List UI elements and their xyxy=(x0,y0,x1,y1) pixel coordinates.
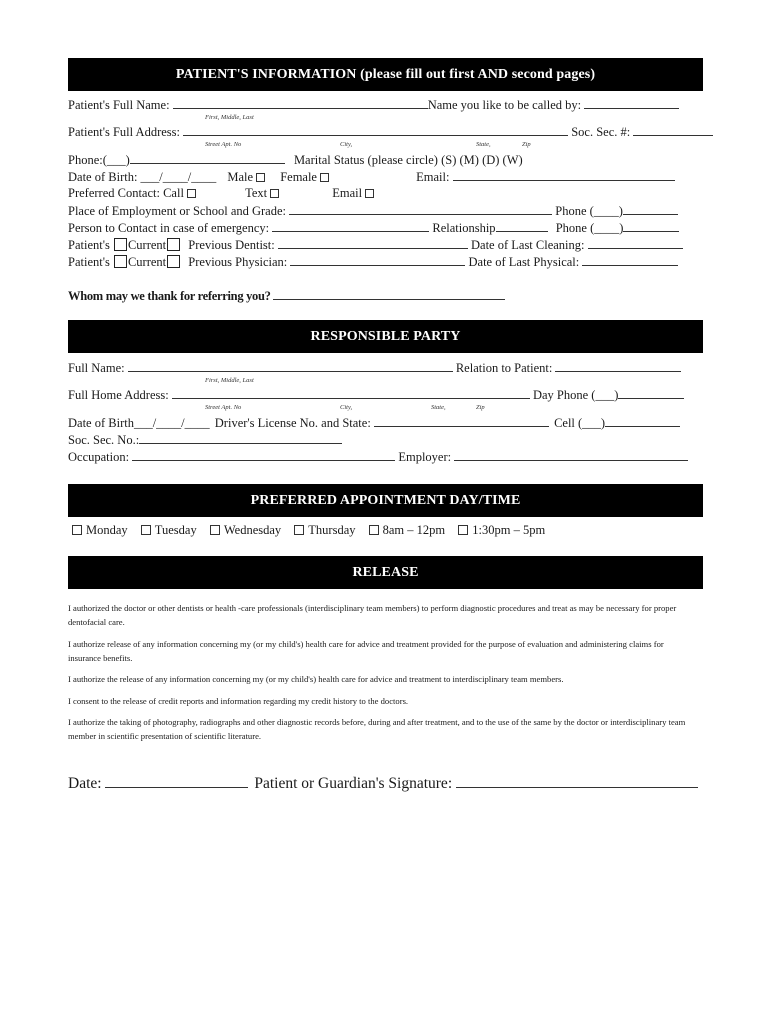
last-cleaning-label: Date of Last Cleaning: xyxy=(471,238,585,252)
preferred-contact-label: Preferred Contact: Call xyxy=(68,186,184,200)
cell-label: Cell (___) xyxy=(554,416,606,430)
address-hint-street: Street Apt. No xyxy=(205,141,242,148)
responsible-hint-street: Street Apt. No xyxy=(205,404,242,411)
checkbox-icon[interactable] xyxy=(72,525,82,535)
called-by-field[interactable] xyxy=(584,97,679,109)
call-checkbox[interactable] xyxy=(187,189,196,198)
relationship-field[interactable] xyxy=(496,220,548,232)
responsible-dob-field[interactable]: Date of Birth___/____/____ xyxy=(68,416,210,430)
referral-label: Whom may we thank for referring you? xyxy=(68,289,271,303)
address-hint-zip: Zip xyxy=(522,141,531,148)
referral-row xyxy=(68,288,505,304)
checkbox-icon[interactable] xyxy=(294,525,304,535)
patient-address-label: Patient's Full Address: xyxy=(68,125,180,139)
male-checkbox[interactable] xyxy=(256,173,265,182)
previous-dentist-label: Previous Dentist: xyxy=(188,238,275,252)
patient-name-hint: First, Middle, Last xyxy=(205,114,254,121)
relationship-label: Relationship xyxy=(432,221,496,235)
current-label: Current xyxy=(127,238,167,252)
last-cleaning-field[interactable] xyxy=(588,237,683,249)
responsible-address-field[interactable] xyxy=(172,387,530,399)
appointment-options xyxy=(72,523,555,538)
current2-checkbox[interactable] xyxy=(167,255,180,268)
appt-option-wednesday[interactable]: Wednesday xyxy=(210,523,281,537)
previous-dentist-field[interactable] xyxy=(278,237,468,249)
release-paragraph: I authorize the taking of photography, radiographs and other diagnostic records before, during and after treatment, and to the use of the same by the doctor or interdisciplinary team member in scientific presentation of scientific literature. xyxy=(68,717,686,741)
email-option-label: Email xyxy=(332,186,363,200)
preferred-contact-row xyxy=(68,186,374,201)
patient-ssn-label: Soc. Sec. #: xyxy=(571,125,631,139)
responsible-address-row xyxy=(68,387,684,403)
release-paragraph: I authorize release of any information concerning my (or my child's) health care for advice and treatment provided for the purpose of evaluation and administering claims for insurance benefits. xyxy=(68,639,664,663)
release-paragraph: I authorized the doctor or other dentists or health -care professionals (interdisciplinary team members) to perform diagnostic procedures and treat as may be necessary for proper dentofacial care. xyxy=(68,603,677,627)
occupation-field[interactable] xyxy=(132,449,395,461)
physician-row xyxy=(68,254,678,270)
employer-field[interactable] xyxy=(454,449,688,461)
patient-name-row xyxy=(68,97,679,113)
text-checkbox[interactable] xyxy=(270,189,279,198)
checkbox-icon[interactable] xyxy=(458,525,468,535)
relation-field[interactable] xyxy=(555,360,681,372)
appt-option-afternoon[interactable]: 1:30pm – 5pm xyxy=(458,523,545,537)
appt-option-morning[interactable]: 8am – 12pm xyxy=(369,523,446,537)
employment-label: Place of Employment or School and Grade: xyxy=(68,204,286,218)
responsible-name-field[interactable] xyxy=(128,360,453,372)
patient-email-label: Email: xyxy=(416,170,450,184)
patient-address-field[interactable] xyxy=(183,124,568,136)
employment-phone-field[interactable] xyxy=(623,203,678,215)
date-field[interactable] xyxy=(105,773,248,788)
responsible-ssn-field[interactable] xyxy=(139,432,342,444)
patient-email-field[interactable] xyxy=(453,169,675,181)
last-physical-label: Date of Last Physical: xyxy=(468,255,580,269)
patient-phone-label: Phone:(___) xyxy=(68,153,130,167)
responsible-name-hint: First, Middle, Last xyxy=(205,377,254,384)
emergency-phone-field[interactable] xyxy=(623,220,679,232)
release-paragraph: I consent to the release of credit reports and information regarding my credit history to the doctors. xyxy=(68,696,409,706)
responsible-dob-row xyxy=(68,415,680,431)
employment-phone-label: Phone (____) xyxy=(555,204,623,218)
called-by-label: Name you like to be called by: xyxy=(427,98,582,112)
day-phone-label: Day Phone (___) xyxy=(532,388,619,402)
patient-name-label: Patient's Full Name: xyxy=(68,98,170,112)
referral-field[interactable] xyxy=(273,288,505,300)
female-checkbox[interactable] xyxy=(320,173,329,182)
patient-phone-field[interactable] xyxy=(130,152,285,164)
appt-option-tuesday[interactable]: Tuesday xyxy=(141,523,197,537)
release-header: RELEASE xyxy=(68,556,703,589)
patients2-checkbox[interactable] xyxy=(114,255,127,268)
employment-row xyxy=(68,203,678,219)
patient-address-row xyxy=(68,124,713,140)
previous-physician-field[interactable] xyxy=(290,254,465,266)
text-label: Text xyxy=(245,186,268,200)
checkbox-icon[interactable] xyxy=(141,525,151,535)
phone-marital-row xyxy=(68,152,523,168)
responsible-address-label: Full Home Address: xyxy=(68,388,169,402)
responsible-ssn-row xyxy=(68,432,342,448)
signature-field[interactable] xyxy=(456,773,698,788)
responsible-name-row xyxy=(68,360,681,376)
emergency-phone-label: Phone (____) xyxy=(555,221,624,235)
date-label: Date: xyxy=(68,775,102,792)
occupation-label: Occupation: xyxy=(68,450,130,464)
email-checkbox[interactable] xyxy=(365,189,374,198)
appt-option-monday[interactable]: Monday xyxy=(72,523,128,537)
responsible-hint-city: City, xyxy=(340,404,353,411)
dob-sex-email-row xyxy=(68,169,675,185)
patient-ssn-field[interactable] xyxy=(633,124,713,136)
day-phone-field[interactable] xyxy=(618,387,684,399)
address-hint-state: State, xyxy=(476,141,491,148)
patients-checkbox[interactable] xyxy=(114,238,127,251)
responsible-party-header: RESPONSIBLE PARTY xyxy=(68,320,703,353)
signature-label: Patient or Guardian's Signature: xyxy=(254,775,453,792)
signature-row xyxy=(68,773,698,793)
appointment-header: PREFERRED APPOINTMENT DAY/TIME xyxy=(68,484,703,517)
relation-label: Relation to Patient: xyxy=(455,361,553,375)
marital-status-label[interactable]: Marital Status (please circle) (S) (M) (D) (W) xyxy=(293,153,523,167)
emergency-row xyxy=(68,220,679,236)
dentist-row xyxy=(68,237,683,253)
patients-label: Patient's xyxy=(68,238,110,252)
address-hint-city: City, xyxy=(340,141,353,148)
current2-label: Current xyxy=(127,255,167,269)
responsible-name-label: Full Name: xyxy=(68,361,125,375)
release-paragraph: I authorize the release of any information concerning my (or my child's) health care for advice and treatment to interdisciplinary team members. xyxy=(68,674,564,684)
responsible-hint-zip: Zip xyxy=(476,404,485,411)
female-label: Female xyxy=(280,170,317,184)
patients2-label: Patient's xyxy=(68,255,110,269)
last-physical-field[interactable] xyxy=(582,254,678,266)
emergency-field[interactable] xyxy=(272,220,429,232)
responsible-hint-state: State, xyxy=(431,404,446,411)
checkbox-icon[interactable] xyxy=(369,525,379,535)
responsible-ssn-label: Soc. Sec. No.: xyxy=(68,433,140,447)
patient-name-field[interactable] xyxy=(173,97,428,109)
employment-field[interactable] xyxy=(289,203,552,215)
emergency-label: Person to Contact in case of emergency: xyxy=(68,221,270,235)
current-checkbox[interactable] xyxy=(167,238,180,251)
license-field[interactable] xyxy=(374,415,549,427)
patient-info-header: PATIENT'S INFORMATION (please fill out first AND second pages) xyxy=(68,58,703,91)
appt-option-thursday[interactable]: Thursday xyxy=(294,523,355,537)
cell-field[interactable] xyxy=(605,415,680,427)
male-label: Male xyxy=(227,170,254,184)
previous-physician-label: Previous Physician: xyxy=(188,255,288,269)
checkbox-icon[interactable] xyxy=(210,525,220,535)
patient-dob-field[interactable]: Date of Birth: ___/____/____ xyxy=(68,170,217,184)
occupation-row xyxy=(68,449,688,465)
employer-label: Employer: xyxy=(398,450,452,464)
license-label: Driver's License No. and State: xyxy=(214,416,371,430)
